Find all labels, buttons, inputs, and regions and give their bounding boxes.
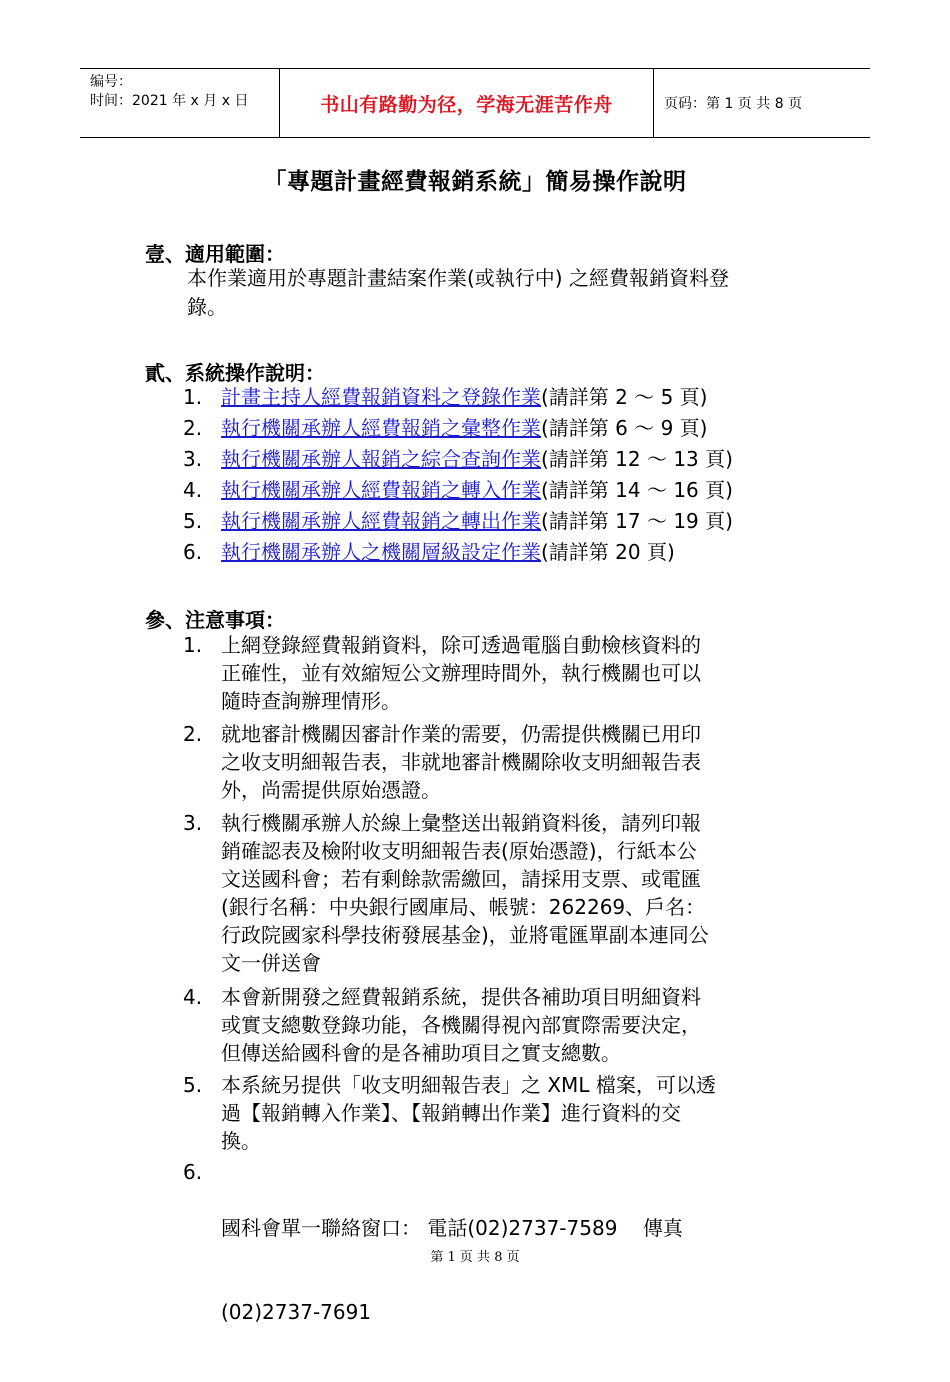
item-text bbox=[221, 720, 821, 804]
page-ref: (請詳第 6 ～ 9 頁) bbox=[541, 416, 708, 440]
item-number: 4. bbox=[183, 478, 203, 502]
item-number: 2. bbox=[183, 416, 203, 440]
item-line: 外，尚需提供原始憑證。 bbox=[221, 778, 441, 802]
item-line: 本會新開發之經費報銷系統，提供各補助項目明細資料 bbox=[221, 985, 701, 1009]
section3-heading: 參、注意事項： bbox=[145, 608, 285, 632]
section1-line: 錄。 bbox=[187, 295, 227, 319]
item-number: 4. bbox=[183, 985, 203, 1009]
item-line: 隨時查詢辦理情形。 bbox=[221, 689, 401, 713]
item-text bbox=[221, 809, 821, 977]
item-number: 5. bbox=[183, 509, 203, 533]
link-level-setting[interactable]: 執行機關承辦人之機關層級設定作業 bbox=[221, 540, 541, 564]
link-import[interactable]: 執行機關承辦人經費報銷之轉入作業 bbox=[221, 478, 541, 502]
item-number: 3. bbox=[183, 811, 203, 835]
item-line: 本系統另提供「收支明細報告表」之 XML 檔案，可以透 bbox=[221, 1073, 716, 1097]
item-text bbox=[221, 1158, 821, 1382]
document-title: 「專題計畫經費報銷系統」簡易操作說明 bbox=[263, 169, 687, 195]
page-ref: (請詳第 14 ～ 16 頁) bbox=[541, 478, 733, 502]
item-line: 上網登錄經費報銷資料，除可透過電腦自動檢核資料的 bbox=[221, 633, 701, 657]
item-line: 國科會單一聯絡窗口： 電話(02)2737-7589 傳真 bbox=[221, 1216, 683, 1240]
page-footer: 第 1 页 共 8 页 bbox=[430, 1250, 520, 1265]
item-text bbox=[221, 631, 821, 715]
item-line: 文送國科會；若有剩餘款需繳回，請採用支票、或電匯 bbox=[221, 867, 701, 891]
page-ref: (請詳第 12 ～ 13 頁) bbox=[541, 447, 733, 471]
header-info-cell bbox=[80, 69, 280, 137]
date-label: 时间：2021 年 x 月 x 日 bbox=[90, 93, 249, 109]
item-number: 6. bbox=[183, 1160, 203, 1184]
link-consolidation[interactable]: 執行機關承辦人經費報銷之彙整作業 bbox=[221, 416, 541, 440]
item-number: 6. bbox=[183, 540, 203, 564]
item-line: 正確性，並有效縮短公文辦理時間外，執行機關也可以 bbox=[221, 661, 701, 685]
link-query[interactable]: 執行機關承辦人報銷之綜合查詢作業 bbox=[221, 447, 541, 471]
item-number: 5. bbox=[183, 1073, 203, 1097]
item-line: 過【報銷轉入作業】、【報銷轉出作業】進行資料的交 bbox=[221, 1101, 681, 1125]
link-pi-registration[interactable]: 計畫主持人經費報銷資料之登錄作業 bbox=[221, 385, 541, 409]
link-export[interactable]: 執行機關承辦人經費報銷之轉出作業 bbox=[221, 509, 541, 533]
item-line: 執行機關承辦人於線上彙整送出報銷資料後，請列印報 bbox=[221, 811, 701, 835]
section1-heading: 壹、適用範圍： bbox=[145, 242, 285, 266]
page-ref: (請詳第 20 頁) bbox=[541, 540, 675, 564]
item-line: 換。 bbox=[221, 1129, 261, 1153]
section1-body bbox=[187, 264, 807, 322]
item-line: 但傳送給國科會的是各補助項目之實支總數。 bbox=[221, 1041, 621, 1065]
section2-heading: 貳、系統操作說明： bbox=[145, 361, 325, 385]
motto: 书山有路勤为径，学海无涯苦作舟 bbox=[280, 69, 654, 137]
item-line: 就地審計機關因審計作業的需要，仍需提供機關已用印 bbox=[221, 722, 701, 746]
item-line: 文一併送會 bbox=[221, 951, 321, 975]
header-table bbox=[80, 68, 870, 138]
item-line: 或實支總數登錄功能，各機關得視內部實際需要決定， bbox=[221, 1013, 701, 1037]
item-text bbox=[221, 983, 821, 1067]
item-line: (銀行名稱：中央銀行國庫局、帳號：262269、戶名： bbox=[221, 895, 706, 919]
item-number: 1. bbox=[183, 633, 203, 657]
number-label: 编号： bbox=[90, 74, 132, 90]
section1-line: 本作業適用於專題計畫結案作業(或執行中) 之經費報銷資料登 bbox=[187, 266, 729, 290]
item-line: 行政院國家科學技術發展基金)，並將電匯單副本連同公 bbox=[221, 923, 709, 947]
item-number: 3. bbox=[183, 447, 203, 471]
item-line: 之收支明細報告表，非就地審計機關除收支明細報告表 bbox=[221, 750, 701, 774]
item-line: 銷確認表及檢附收支明細報告表(原始憑證)，行紙本公 bbox=[221, 839, 697, 863]
item-number: 2. bbox=[183, 722, 203, 746]
item-text bbox=[221, 1071, 821, 1155]
page-label: 页码：第 1 页 共 8 页 bbox=[664, 96, 803, 112]
item-number: 1. bbox=[183, 385, 203, 409]
item-line: (02)2737-7691 bbox=[221, 1300, 372, 1324]
page-ref: (請詳第 2 ～ 5 頁) bbox=[541, 385, 708, 409]
page-ref: (請詳第 17 ～ 19 頁) bbox=[541, 509, 733, 533]
